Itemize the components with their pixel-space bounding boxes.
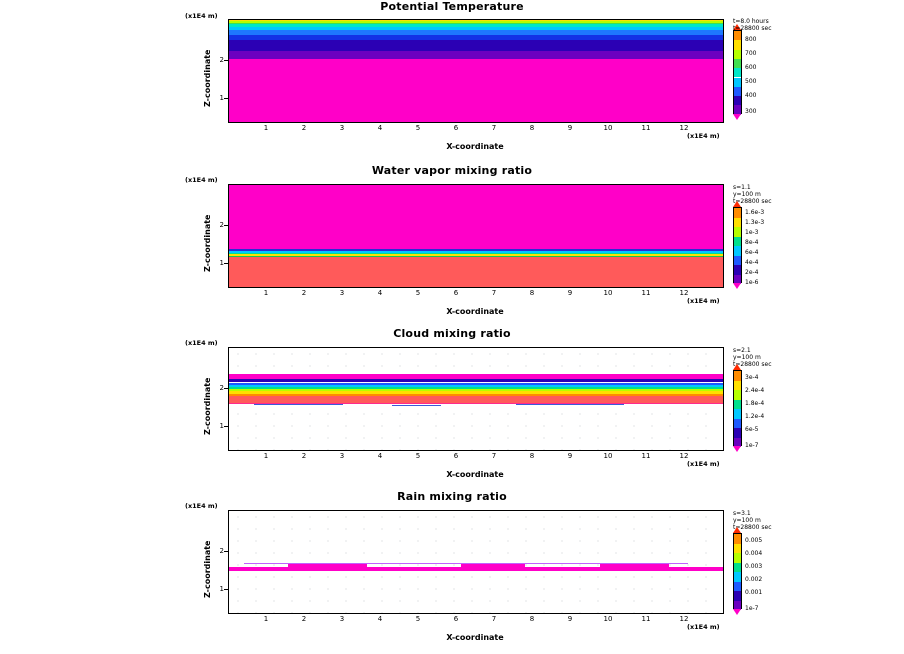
y-tick-label: 1 bbox=[219, 259, 224, 267]
colorbar-segment bbox=[734, 68, 741, 77]
x-tick-label: 11 bbox=[641, 124, 651, 132]
annotation: t=8.0 hours bbox=[733, 18, 769, 25]
y-tick-label: 2 bbox=[219, 221, 224, 229]
annotation: t=28800 sec bbox=[733, 198, 772, 205]
plot-area bbox=[228, 19, 724, 123]
annotation: t=28800 sec bbox=[733, 361, 772, 368]
colorbar-box bbox=[733, 533, 742, 609]
contour-line bbox=[516, 404, 625, 405]
x-tick-label: 7 bbox=[491, 289, 497, 297]
y-tickmark bbox=[224, 60, 228, 61]
y-tick-label: 2 bbox=[219, 547, 224, 555]
y-tick-label: 1 bbox=[219, 585, 224, 593]
colorbar-tick-label: 1.8e-4 bbox=[745, 400, 765, 407]
y-tickmark bbox=[224, 426, 228, 427]
x-tick-label: 9 bbox=[567, 289, 573, 297]
colorbar-under-arrow bbox=[733, 114, 741, 120]
x-tick-label: 5 bbox=[415, 289, 421, 297]
panel-cloud-mixing-ratio bbox=[0, 325, 904, 487]
y-tick-label: 1 bbox=[219, 422, 224, 430]
x-tick-label: 11 bbox=[641, 615, 651, 623]
colorbar-segment bbox=[734, 582, 741, 592]
x-tick-label: 3 bbox=[339, 615, 345, 623]
x-tick-label: 8 bbox=[529, 452, 535, 460]
colorbar-tick-label: 8e-4 bbox=[745, 239, 759, 246]
x-tick-label: 9 bbox=[567, 452, 573, 460]
contour-line bbox=[392, 405, 441, 406]
colorbar-segment bbox=[734, 237, 741, 247]
contour-band bbox=[229, 249, 723, 251]
contour-line bbox=[244, 563, 689, 564]
colorbar-under-arrow bbox=[733, 446, 741, 452]
x-tick-label: 8 bbox=[529, 615, 535, 623]
x-axis-label: X-coordinate bbox=[446, 470, 504, 479]
colorbar-tick-label: 0.002 bbox=[745, 576, 763, 583]
colorbar-tick-label: 6e-5 bbox=[745, 426, 759, 433]
annotation: t=28800 sec bbox=[733, 25, 772, 32]
colorbar-tick-label: 800 bbox=[745, 36, 757, 43]
contour-band bbox=[229, 21, 723, 22]
contour-band bbox=[229, 256, 723, 287]
x-tick-label: 8 bbox=[529, 289, 535, 297]
y-tick-label: 1 bbox=[219, 94, 224, 102]
colorbar-tick-label: 0.005 bbox=[745, 537, 763, 544]
y-tickmark bbox=[224, 263, 228, 264]
contour-band bbox=[229, 35, 723, 41]
x-tick-label: 2 bbox=[301, 289, 307, 297]
y-tickmark bbox=[224, 589, 228, 590]
x-tick-label: 6 bbox=[453, 124, 459, 132]
x-tick-label: 12 bbox=[679, 615, 689, 623]
y-tickmark bbox=[224, 388, 228, 389]
colorbar-segment bbox=[734, 400, 741, 410]
panel-title: Potential Temperature bbox=[380, 0, 524, 13]
plot-area bbox=[228, 510, 724, 614]
colorbar-tick-label: 1e-3 bbox=[745, 229, 759, 236]
x-tick-label: 6 bbox=[453, 615, 459, 623]
panel-title: Cloud mixing ratio bbox=[393, 327, 511, 340]
x-tick-label: 7 bbox=[491, 124, 497, 132]
contour-band bbox=[229, 40, 723, 50]
y-tick-label: 2 bbox=[219, 384, 224, 392]
x-tick-label: 7 bbox=[491, 615, 497, 623]
x-tick-label: 9 bbox=[567, 615, 573, 623]
panel-title: Water vapor mixing ratio bbox=[371, 164, 533, 177]
colorbar-segment bbox=[734, 50, 741, 59]
colorbar-segment bbox=[734, 553, 741, 563]
contour-band bbox=[229, 51, 723, 59]
panel-water-vapor bbox=[0, 162, 904, 324]
colorbar-box bbox=[733, 370, 742, 446]
y-tick-label: 2 bbox=[219, 56, 224, 64]
colorbar-tick-label: 0.004 bbox=[745, 550, 763, 557]
x-tick-label: 2 bbox=[301, 452, 307, 460]
colorbar-segment bbox=[734, 246, 741, 256]
x-unit-label: (x1E4 m) bbox=[687, 623, 720, 631]
contour-band bbox=[229, 385, 723, 387]
x-unit-label: (x1E4 m) bbox=[687, 132, 720, 140]
colorbar-tick-label: 2.4e-4 bbox=[745, 387, 765, 394]
contour-band bbox=[229, 59, 723, 122]
x-tick-label: 1 bbox=[263, 452, 269, 460]
x-tick-label: 11 bbox=[641, 452, 651, 460]
panel-potential-temperature bbox=[0, 0, 904, 160]
contour-band bbox=[288, 564, 367, 566]
annotation: y=100 m bbox=[733, 191, 761, 198]
contour-band bbox=[229, 251, 723, 252]
y-unit-label: (x1E4 m) bbox=[185, 502, 218, 510]
contour-band bbox=[600, 564, 669, 566]
x-axis-label: X-coordinate bbox=[446, 142, 504, 151]
panel-title: Rain mixing ratio bbox=[397, 490, 507, 503]
colorbar-under-arrow bbox=[733, 283, 741, 289]
x-tick-label: 4 bbox=[377, 289, 383, 297]
colorbar-segment bbox=[734, 544, 741, 554]
plot-area bbox=[228, 184, 724, 288]
colorbar-segment bbox=[734, 59, 741, 68]
colorbar-tick-label: 1e-6 bbox=[745, 279, 759, 286]
x-tick-label: 8 bbox=[529, 124, 535, 132]
y-axis-label: Z-coordinate bbox=[203, 49, 212, 107]
colorbar-tick-label: 500 bbox=[745, 78, 757, 85]
y-axis-label: Z-coordinate bbox=[203, 214, 212, 272]
x-tick-label: 1 bbox=[263, 615, 269, 623]
colorbar-tick-label: 1e-7 bbox=[745, 605, 759, 612]
plot-area bbox=[228, 347, 724, 451]
y-tickmark bbox=[224, 551, 228, 552]
x-tick-label: 6 bbox=[453, 289, 459, 297]
y-tickmark bbox=[224, 98, 228, 99]
x-tick-label: 1 bbox=[263, 289, 269, 297]
contour-band bbox=[229, 394, 723, 397]
x-tick-label: 10 bbox=[603, 615, 613, 623]
contour-band bbox=[229, 383, 723, 386]
colorbar-segment bbox=[734, 40, 741, 49]
colorbar-segment bbox=[734, 227, 741, 237]
x-tick-label: 2 bbox=[301, 124, 307, 132]
contour-band bbox=[229, 20, 723, 21]
x-axis-label: X-coordinate bbox=[446, 307, 504, 316]
y-unit-label: (x1E4 m) bbox=[185, 12, 218, 20]
y-unit-label: (x1E4 m) bbox=[185, 176, 218, 184]
contour-band bbox=[229, 185, 723, 249]
colorbar-box bbox=[733, 207, 742, 283]
x-tick-label: 12 bbox=[679, 124, 689, 132]
x-tick-label: 10 bbox=[603, 124, 613, 132]
colorbar-segment bbox=[734, 208, 741, 218]
annotation: s=3.1 bbox=[733, 510, 751, 517]
x-tick-label: 10 bbox=[603, 452, 613, 460]
colorbar-segment bbox=[734, 534, 741, 544]
colorbar-tick-label: 0.003 bbox=[745, 563, 763, 570]
colorbar-tick-label: 700 bbox=[745, 50, 757, 57]
colorbar-segment bbox=[734, 87, 741, 96]
panel-rain-mixing-ratio bbox=[0, 488, 904, 654]
contour-band bbox=[229, 379, 723, 382]
colorbar-tick-label: 0.001 bbox=[745, 589, 763, 596]
x-tick-label: 3 bbox=[339, 452, 345, 460]
contour-band bbox=[229, 23, 723, 25]
colorbar-segment bbox=[734, 390, 741, 400]
annotation: y=100 m bbox=[733, 354, 761, 361]
x-tick-label: 4 bbox=[377, 452, 383, 460]
x-tick-label: 12 bbox=[679, 452, 689, 460]
x-tick-label: 5 bbox=[415, 452, 421, 460]
colorbar-segment bbox=[734, 96, 741, 105]
x-tick-label: 3 bbox=[339, 124, 345, 132]
colorbar-tick-label: 400 bbox=[745, 92, 757, 99]
colorbar-segment bbox=[734, 31, 741, 40]
x-tick-label: 11 bbox=[641, 289, 651, 297]
colorbar-segment bbox=[734, 256, 741, 266]
x-tick-label: 5 bbox=[415, 124, 421, 132]
annotation: s=2.1 bbox=[733, 347, 751, 354]
colorbar-segment bbox=[734, 428, 741, 438]
annotation: t=28800 sec bbox=[733, 524, 772, 531]
colorbar-tick-label: 3e-4 bbox=[745, 374, 759, 381]
contour-band bbox=[229, 27, 723, 31]
x-tick-label: 6 bbox=[453, 452, 459, 460]
x-tick-label: 3 bbox=[339, 289, 345, 297]
x-axis-label: X-coordinate bbox=[446, 633, 504, 642]
colorbar-tick-label: 1.6e-3 bbox=[745, 209, 765, 216]
colorbar-segment bbox=[734, 265, 741, 275]
colorbar-segment bbox=[734, 78, 741, 87]
colorbar-segment bbox=[734, 419, 741, 429]
colorbar-segment bbox=[734, 371, 741, 381]
contour-band bbox=[229, 253, 723, 255]
x-tick-label: 5 bbox=[415, 615, 421, 623]
colorbar-box bbox=[733, 30, 742, 114]
contour-band bbox=[461, 564, 525, 566]
y-axis-label: Z-coordinate bbox=[203, 377, 212, 435]
x-tick-label: 12 bbox=[679, 289, 689, 297]
contour-band bbox=[229, 24, 723, 26]
contour-band bbox=[229, 387, 723, 389]
colorbar-segment bbox=[734, 591, 741, 601]
y-tickmark bbox=[224, 225, 228, 226]
contour-band bbox=[229, 389, 723, 391]
colorbar-segment bbox=[734, 563, 741, 573]
colorbar-segment bbox=[734, 409, 741, 419]
contour-line bbox=[254, 404, 343, 405]
colorbar-segment bbox=[734, 218, 741, 228]
colorbar-tick-label: 1e-7 bbox=[745, 442, 759, 449]
annotation: y=100 m bbox=[733, 517, 761, 524]
colorbar-tick-label: 1.2e-4 bbox=[745, 413, 765, 420]
x-tick-label: 2 bbox=[301, 615, 307, 623]
x-unit-label: (x1E4 m) bbox=[687, 297, 720, 305]
colorbar-tick-label: 2e-4 bbox=[745, 269, 759, 276]
colorbar-tick-label: 4e-4 bbox=[745, 259, 759, 266]
colorbar-tick-label: 600 bbox=[745, 64, 757, 71]
contour-band bbox=[229, 391, 723, 394]
x-tick-label: 10 bbox=[603, 289, 613, 297]
colorbar-tick-label: 300 bbox=[745, 108, 757, 115]
y-axis-label: Z-coordinate bbox=[203, 540, 212, 598]
contour-line bbox=[229, 256, 723, 257]
x-tick-label: 4 bbox=[377, 124, 383, 132]
colorbar-tick-label: 1.3e-3 bbox=[745, 219, 765, 226]
contour-band bbox=[229, 30, 723, 35]
x-tick-label: 4 bbox=[377, 615, 383, 623]
x-unit-label: (x1E4 m) bbox=[687, 460, 720, 468]
x-tick-label: 7 bbox=[491, 452, 497, 460]
colorbar-segment bbox=[734, 572, 741, 582]
x-tick-label: 1 bbox=[263, 124, 269, 132]
colorbar-segment bbox=[734, 381, 741, 391]
x-tick-label: 9 bbox=[567, 124, 573, 132]
y-unit-label: (x1E4 m) bbox=[185, 339, 218, 347]
annotation: s=1.1 bbox=[733, 184, 751, 191]
contour-band bbox=[229, 567, 723, 572]
colorbar-under-arrow bbox=[733, 609, 741, 615]
colorbar-tick-label: 6e-4 bbox=[745, 249, 759, 256]
contour-band bbox=[229, 374, 723, 379]
